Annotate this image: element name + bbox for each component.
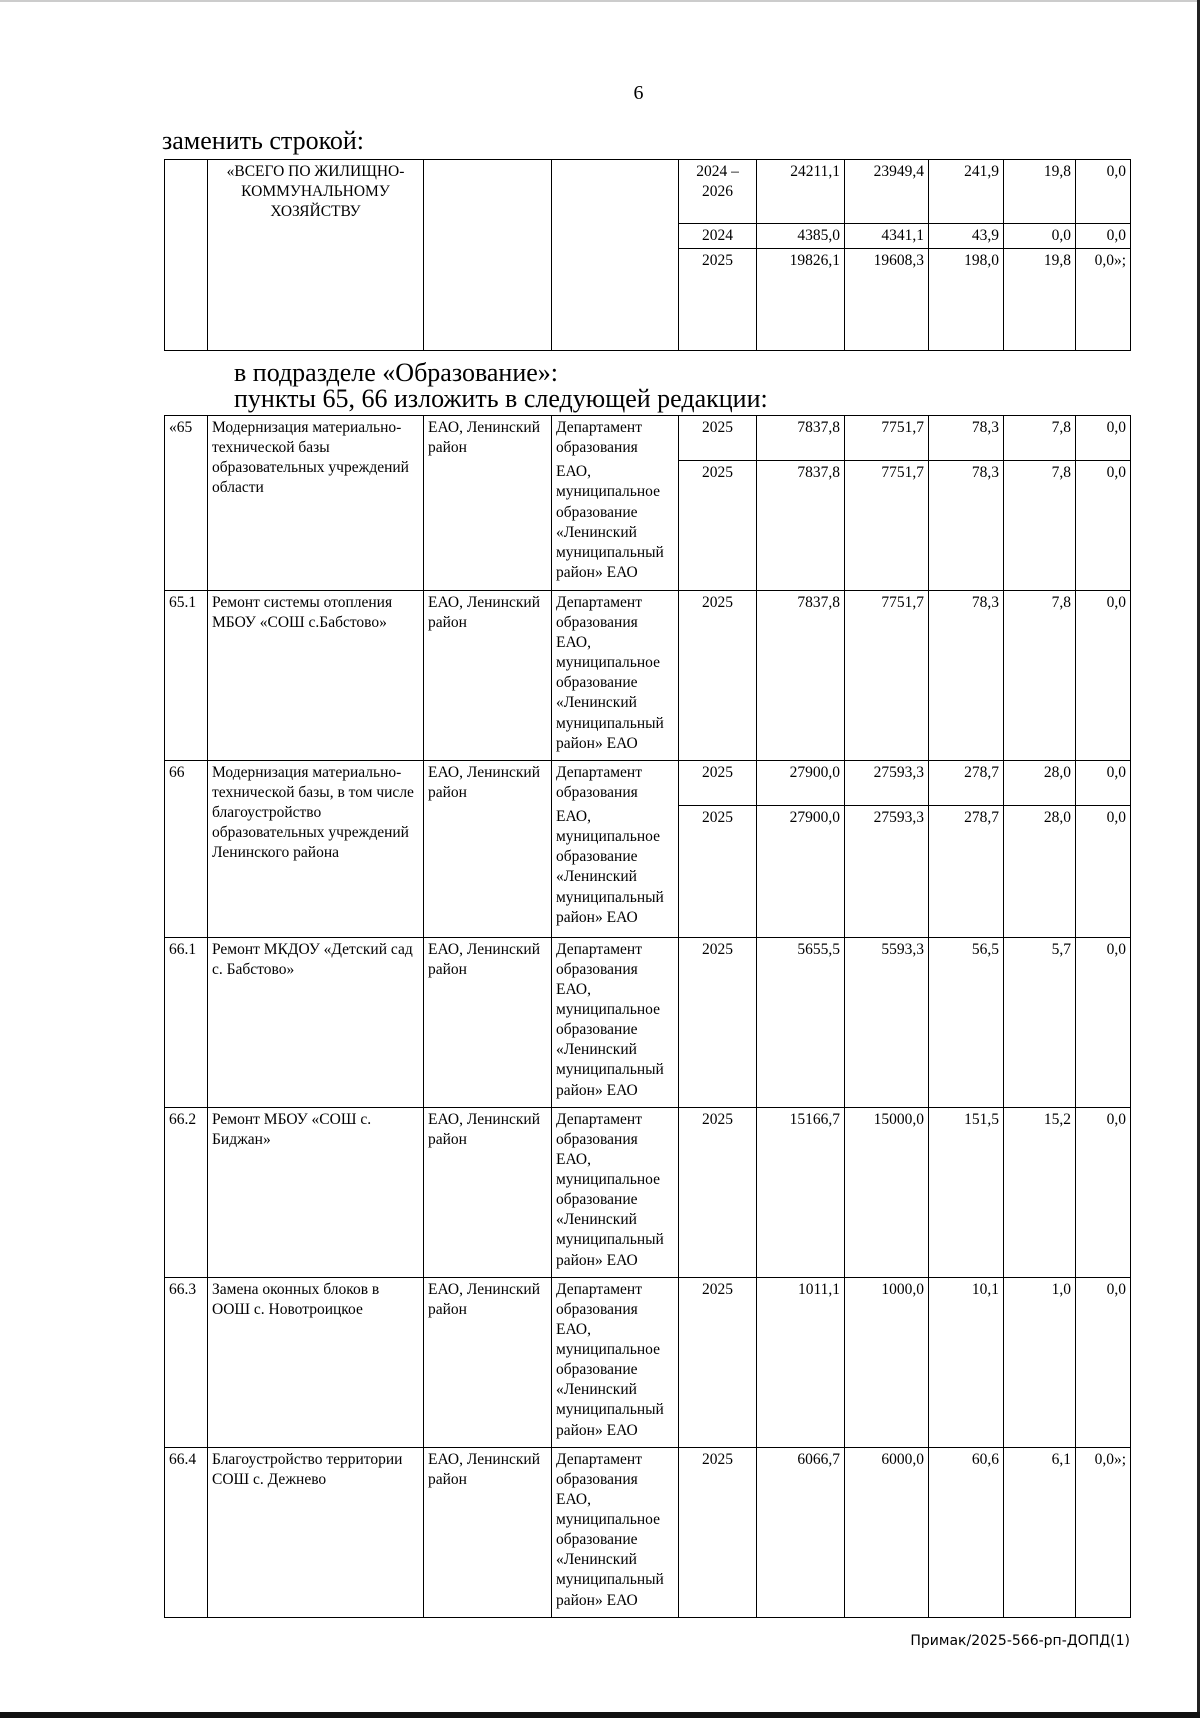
- item-name: Замена оконных блоков в ООШ с. Новотроицкое: [208, 1277, 424, 1447]
- total-executor-cell: [552, 160, 679, 351]
- document-code: Примак/2025-566-рп-ДОПД(1): [910, 1633, 1130, 1649]
- item-value: 1011,1: [757, 1277, 845, 1447]
- item-executor: Департамент образования ЕАО, муниципальное образование «Ленинский муниципальный район» ЕАО: [552, 590, 679, 760]
- item-value: 5593,3: [845, 937, 929, 1107]
- item-name: Ремонт МКДОУ «Детский сад с. Бабстово»: [208, 937, 424, 1107]
- total-name: «ВСЕГО ПО ЖИЛИЩНО-КОММУНАЛЬНОМУ ХОЗЯЙСТВУ: [208, 160, 424, 351]
- item-value: 7751,7: [845, 590, 929, 760]
- item-value: 15,2: [1004, 1107, 1076, 1277]
- item-value: 0,0: [1076, 937, 1131, 1107]
- item-value: 5,7: [1004, 937, 1076, 1107]
- item-executor: Департамент образования ЕАО, муниципальное образование «Ленинский муниципальный район» ЕАО: [552, 1277, 679, 1447]
- total-year: 2024: [679, 224, 757, 249]
- item-value: 7,8: [1004, 416, 1076, 461]
- item-value: 0,0: [1076, 760, 1131, 805]
- item-value: 78,3: [929, 590, 1004, 760]
- item-value: 0,0: [1076, 416, 1131, 461]
- item-value: 0,0: [1076, 590, 1131, 760]
- item-name: Благоустройство территории СОШ с. Дежнево: [208, 1447, 424, 1617]
- item-value: 7751,7: [845, 460, 929, 590]
- items-heading: пункты 65, 66 изложить в следующей редакции:: [234, 384, 768, 413]
- item-value: 15166,7: [757, 1107, 845, 1277]
- item-name: Ремонт системы отопления МБОУ «СОШ с.Бабстово»: [208, 590, 424, 760]
- total-value: 19,8: [1004, 160, 1076, 224]
- total-num-cell: [165, 160, 208, 351]
- item-number: 66.4: [165, 1447, 208, 1617]
- item-value: 15000,0: [845, 1107, 929, 1277]
- item-number: 66.1: [165, 937, 208, 1107]
- item-value: 7,8: [1004, 460, 1076, 590]
- item-value: 151,5: [929, 1107, 1004, 1277]
- total-value: 4341,1: [845, 224, 929, 249]
- item-place: ЕАО, Ленинский район: [424, 416, 552, 591]
- total-value: 198,0: [929, 249, 1004, 351]
- item-executor: Департамент образования ЕАО, муниципальное образование «Ленинский муниципальный район» ЕАО: [552, 937, 679, 1107]
- item-number: 65.1: [165, 590, 208, 760]
- item-executor: Департамент образования: [552, 416, 679, 461]
- item-value: 27900,0: [757, 760, 845, 805]
- item-executor: Департамент образования: [552, 760, 679, 805]
- item-value: 27593,3: [845, 760, 929, 805]
- total-value: 19,8: [1004, 249, 1076, 351]
- item-value: 1,0: [1004, 1277, 1076, 1447]
- item-value: 10,1: [929, 1277, 1004, 1447]
- item-year: 2025: [679, 805, 757, 937]
- item-value: 56,5: [929, 937, 1004, 1107]
- total-value: 23949,4: [845, 160, 929, 224]
- item-value: 6000,0: [845, 1447, 929, 1617]
- item-value: 7837,8: [757, 416, 845, 461]
- item-value: 0,0: [1076, 805, 1131, 937]
- item-value: 7837,8: [757, 590, 845, 760]
- item-year: 2025: [679, 1107, 757, 1277]
- scan-edge-top: [0, 0, 1200, 2]
- item-executor: Департамент образования ЕАО, муниципальное образование «Ленинский муниципальный район» ЕАО: [552, 1107, 679, 1277]
- item-value: 7,8: [1004, 590, 1076, 760]
- item-value: 7837,8: [757, 460, 845, 590]
- total-year: 2024 – 2026: [679, 160, 757, 224]
- total-value: 19608,3: [845, 249, 929, 351]
- item-number: 66: [165, 760, 208, 937]
- total-value: 24211,1: [757, 160, 845, 224]
- item-value: 27900,0: [757, 805, 845, 937]
- scan-edge-bottom: [0, 1712, 1200, 1718]
- item-value: 7751,7: [845, 416, 929, 461]
- item-value: 28,0: [1004, 805, 1076, 937]
- items-table: [164, 415, 1131, 1618]
- item-value: 278,7: [929, 805, 1004, 937]
- total-year: 2025: [679, 249, 757, 351]
- item-number: 66.2: [165, 1107, 208, 1277]
- item-value: 78,3: [929, 416, 1004, 461]
- item-value: 0,0: [1076, 1277, 1131, 1447]
- total-value: 0,0: [1076, 160, 1131, 224]
- item-executor: ЕАО, муниципальное образование «Ленинский муниципальный район» ЕАО: [552, 460, 679, 590]
- total-value: 0,0»;: [1076, 249, 1131, 351]
- item-value: 0,0: [1076, 1107, 1131, 1277]
- item-value: 60,6: [929, 1447, 1004, 1617]
- item-value: 5655,5: [757, 937, 845, 1107]
- page-number: 6: [633, 82, 644, 104]
- item-year: 2025: [679, 937, 757, 1107]
- item-year: 2025: [679, 1447, 757, 1617]
- item-year: 2025: [679, 590, 757, 760]
- item-value: 0,0: [1076, 460, 1131, 590]
- item-year: 2025: [679, 416, 757, 461]
- item-year: 2025: [679, 1277, 757, 1447]
- item-value: 6066,7: [757, 1447, 845, 1617]
- item-year: 2025: [679, 460, 757, 590]
- item-name: Модернизация материально-технической базы, в том числе благоустройство образовательных учреждений Ленинского района: [208, 760, 424, 937]
- item-year: 2025: [679, 760, 757, 805]
- item-place: ЕАО, Ленинский район: [424, 760, 552, 937]
- total-value: 43,9: [929, 224, 1004, 249]
- item-executor: ЕАО, муниципальное образование «Ленинский муниципальный район» ЕАО: [552, 805, 679, 937]
- item-name: Ремонт МБОУ «СОШ с. Биджан»: [208, 1107, 424, 1277]
- item-name: Модернизация материально-технической базы образовательных учреждений области: [208, 416, 424, 591]
- total-value: 0,0: [1004, 224, 1076, 249]
- total-table: [164, 159, 1131, 351]
- total-value: 4385,0: [757, 224, 845, 249]
- item-executor: Департамент образования ЕАО, муниципальное образование «Ленинский муниципальный район» ЕАО: [552, 1447, 679, 1617]
- item-value: 0,0»;: [1076, 1447, 1131, 1617]
- item-place: ЕАО, Ленинский район: [424, 1447, 552, 1617]
- item-value: 28,0: [1004, 760, 1076, 805]
- total-value: 19826,1: [757, 249, 845, 351]
- item-value: 27593,3: [845, 805, 929, 937]
- total-value: 241,9: [929, 160, 1004, 224]
- item-place: ЕАО, Ленинский район: [424, 1107, 552, 1277]
- total-place-cell: [424, 160, 552, 351]
- item-number: 66.3: [165, 1277, 208, 1447]
- item-place: ЕАО, Ленинский район: [424, 590, 552, 760]
- item-place: ЕАО, Ленинский район: [424, 937, 552, 1107]
- item-value: 1000,0: [845, 1277, 929, 1447]
- item-value: 278,7: [929, 760, 1004, 805]
- item-value: 6,1: [1004, 1447, 1076, 1617]
- item-place: ЕАО, Ленинский район: [424, 1277, 552, 1447]
- subsection-heading: в подразделе «Образование»:: [234, 358, 559, 387]
- item-number: «65: [165, 416, 208, 591]
- item-value: 78,3: [929, 460, 1004, 590]
- replace-heading: заменить строкой:: [162, 126, 365, 155]
- total-value: 0,0: [1076, 224, 1131, 249]
